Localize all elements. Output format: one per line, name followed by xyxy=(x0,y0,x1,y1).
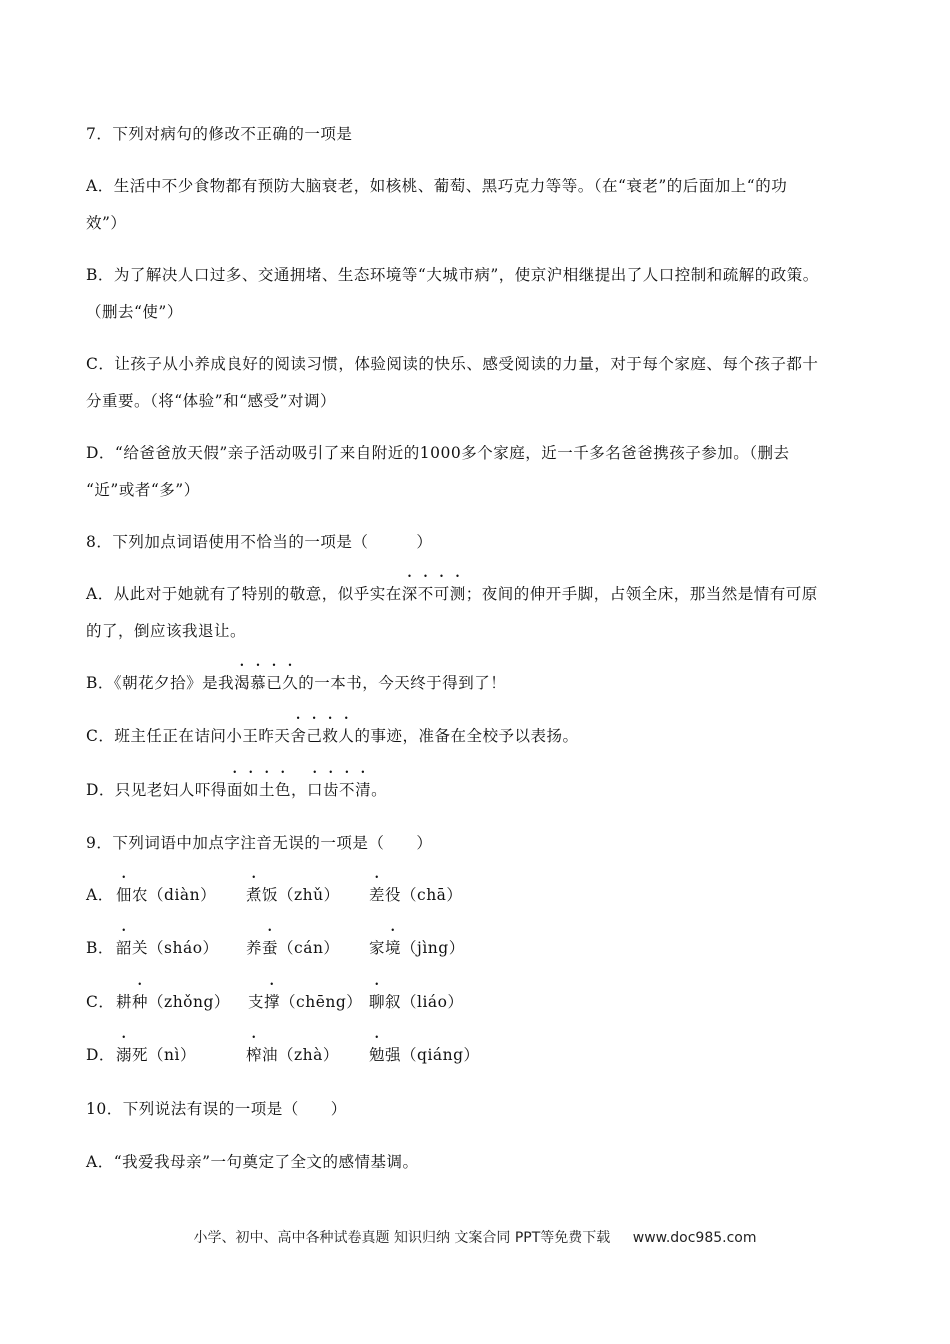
q7-option-a: A．生活中不少食物都有预防大脑衰老，如核桃、葡萄、黑巧克力等等。（在“衰老”的后面加上“的功 xyxy=(86,177,788,195)
dotted-char: 榨 xyxy=(246,1046,263,1064)
q7-option-a-cont: 效”） xyxy=(86,214,127,232)
dotted-char: 聊 xyxy=(369,993,386,1011)
dotted-char: 深 xyxy=(401,585,418,603)
dotted-char: 可 xyxy=(433,585,450,603)
q8-option-a-cont: 的了，倒应该我退让。 xyxy=(86,622,247,640)
dotted-char: 蚕 xyxy=(262,939,279,957)
dotted-char: 勉 xyxy=(369,1046,386,1064)
dotted-char: 土 xyxy=(258,781,275,799)
dotted-char: 救 xyxy=(322,727,339,745)
dotted-char: 不 xyxy=(339,781,356,799)
dotted-char: 色 xyxy=(274,781,291,799)
dotted-char: 差 xyxy=(369,886,386,904)
q7-option-c: C．让孩子从小养成良好的阅读习惯，体验阅读的快乐、感受阅读的力量，对于每个家庭、每个孩子都十 xyxy=(86,355,819,373)
q8-stem: 8．下列加点词语使用不恰当的一项是（ ） xyxy=(86,533,433,551)
dotted-char: 测 xyxy=(449,585,466,603)
footer-text: 小学、初中、高中各种试卷真题 知识归纳 文案合同 PPT等免费下载 xyxy=(193,1230,611,1246)
dotted-char: 种 xyxy=(132,993,149,1011)
q9-option-c: C． 耕种（zhǒng） 支撑（chēng） 聊叙（liáo） xyxy=(86,990,586,1012)
page-footer xyxy=(0,1227,950,1247)
dotted-char: 韶 xyxy=(116,939,133,957)
q9-option-b: B． 韶关（sháo） 养蚕（cán） 家境（jìng） xyxy=(86,936,586,958)
dotted-char: 己 xyxy=(306,727,323,745)
q8-option-b: B．《朝花夕拾》是我渴慕已久的一本书，今天终于得到了！ xyxy=(86,671,506,693)
dotted-char: 面 xyxy=(226,781,243,799)
q8-option-a: A．从此对于她就有了特别的敬意，似乎实在深不可测；夜间的伸开手脚，占领全床，那当然是情有可原 xyxy=(86,582,818,604)
dotted-char: 口 xyxy=(307,781,324,799)
q10-option-a: A．“我爱我母亲”一句奠定了全文的感情基调。 xyxy=(86,1153,419,1171)
q9-stem: 9．下列词语中加点字注音无误的一项是（ ） xyxy=(86,834,433,852)
dotted-char: 已 xyxy=(266,674,283,692)
q9-option-a: A． 佃农（diàn） 煮饭（zhǔ） 差役（chā） xyxy=(86,883,586,905)
q7-option-d-cont: “近”或者“多”） xyxy=(86,481,200,499)
dotted-char: 境 xyxy=(385,939,402,957)
dotted-char: 佃 xyxy=(116,886,133,904)
q7-option-b-cont: （删去“使”） xyxy=(86,303,183,321)
q9-option-d: D． 溺死（nì） 榨油（zhà） 勉强（qiáng） xyxy=(86,1043,586,1065)
footer-url[interactable]: www.doc985.com xyxy=(632,1230,757,1246)
dotted-char: 人 xyxy=(338,727,355,745)
q7-stem: 7．下列对病句的修改不正确的一项是 xyxy=(86,125,353,143)
q8-option-c: C．班主任正在诘问小王昨天舍己救人的事迹，准备在全校予以表扬。 xyxy=(86,724,578,746)
dotted-char: 清 xyxy=(355,781,372,799)
dotted-char: 慕 xyxy=(250,674,267,692)
dotted-char: 舍 xyxy=(290,727,307,745)
q8-option-d: D．只见老妇人吓得面如土色，口齿不清。 xyxy=(86,778,387,800)
dotted-char: 渴 xyxy=(234,674,251,692)
q10-stem: 10．下列说法有误的一项是（ ） xyxy=(86,1100,347,1118)
q7-option-d: D．“给爸爸放天假”亲子活动吸引了来自附近的1000多个家庭，近一千多名爸爸携孩子参加。（删去 xyxy=(86,444,790,462)
dotted-char: 如 xyxy=(242,781,259,799)
dotted-char: 煮 xyxy=(246,886,263,904)
q7-option-b: B．为了解决人口过多、交通拥堵、生态环境等“大城市病”，使京沪相继提出了人口控制和疏解的政策。 xyxy=(86,266,819,284)
dotted-char: 齿 xyxy=(323,781,340,799)
dotted-char: 久 xyxy=(282,674,299,692)
q7-option-c-cont: 分重要。（将“体验”和“感受”对调） xyxy=(86,392,336,410)
dotted-char: 不 xyxy=(417,585,434,603)
dotted-char: 撑 xyxy=(264,993,281,1011)
dotted-char: 溺 xyxy=(116,1046,133,1064)
